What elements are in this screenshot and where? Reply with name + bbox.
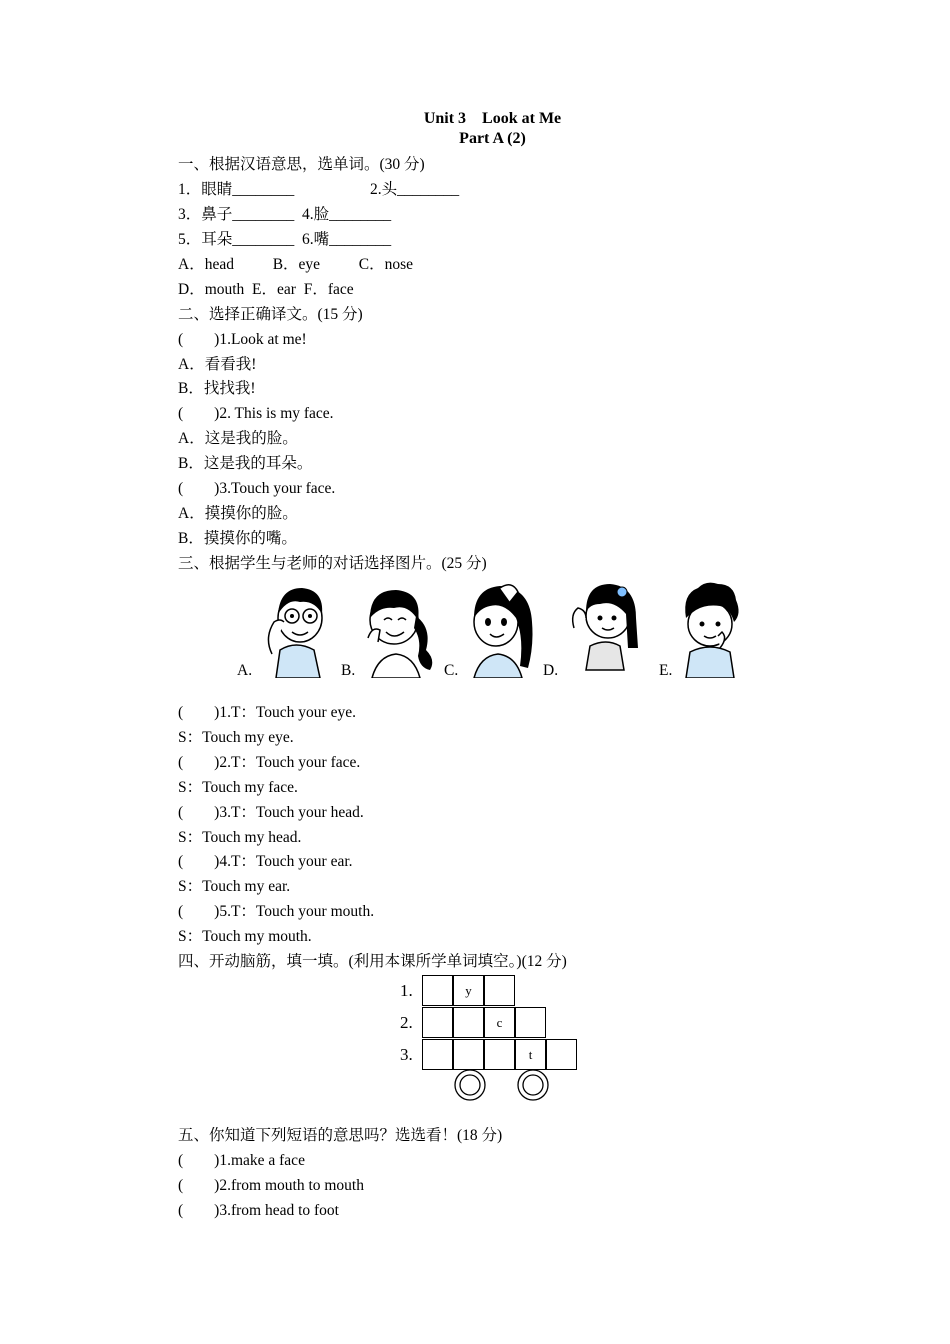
s2-line: A．这是我的脸。	[178, 430, 298, 447]
s2-line: ( )1.Look at me!	[178, 331, 307, 348]
s3-line: S：Touch my face.	[178, 779, 298, 796]
picture-label: E.	[659, 662, 673, 679]
s2-line: B．这是我的耳朵。	[178, 455, 313, 472]
s3-line: ( )2.T：Touch your face.	[178, 754, 361, 771]
s2-line: A．摸摸你的脸。	[178, 505, 298, 522]
s3-line: S：Touch my ear.	[178, 878, 291, 895]
picture-label: A.	[237, 662, 253, 679]
s1-row-3: 5．耳朵________ 6.嘴________	[178, 231, 392, 248]
s3-line: S：Touch my mouth.	[178, 928, 312, 945]
s3-line: ( )5.T：Touch your mouth.	[178, 903, 375, 920]
puzzle-cell[interactable]: t	[515, 1039, 546, 1070]
picture-d-girl-touching-ear	[564, 578, 646, 678]
unit-title: Unit 3 Look at Me	[423, 110, 562, 127]
puzzle-cell[interactable]	[484, 975, 515, 1006]
picture-b-girl-touching-face	[356, 578, 440, 678]
s1-options-1: A．head B．eye C．nose	[178, 256, 414, 273]
puzzle-cell[interactable]	[422, 975, 453, 1006]
s2-line: B．摸摸你的嘴。	[178, 530, 297, 547]
s3-line: S：Touch my head.	[178, 829, 302, 846]
picture-c-girl-touching-head	[460, 578, 538, 678]
puzzle-cell[interactable]	[546, 1039, 577, 1070]
picture-a-boy-touching-eye	[258, 578, 336, 678]
puzzle-cell[interactable]	[484, 1039, 515, 1070]
puzzle-cell[interactable]	[515, 1007, 546, 1038]
row-number: 1.	[400, 981, 413, 1000]
s1-row-2: 3．鼻子________ 4.脸________	[178, 206, 392, 223]
s2-line: B．找找我!	[178, 380, 256, 397]
puzzle-cell[interactable]	[453, 1007, 484, 1038]
picture-e-boy-touching-mouth	[676, 578, 748, 678]
s1-options-2: D．mouth E．ear F．face	[178, 281, 354, 298]
section-3-heading: 三、根据学生与老师的对话选择图片。(25 分)	[178, 555, 487, 572]
s3-line: ( )3.T：Touch your head.	[178, 804, 364, 821]
section-4-heading: 四、开动脑筋，填一填。(利用本课所学单词填空。)(12 分)	[178, 953, 567, 970]
word-train-puzzle	[390, 975, 590, 1105]
s3-line: ( )1.T：Touch your eye.	[178, 704, 356, 721]
s5-line: ( )3.from head to foot	[178, 1202, 339, 1219]
s5-line: ( )2.from mouth to mouth	[178, 1177, 364, 1194]
section-1-heading: 一、根据汉语意思，选单词。(30 分)	[178, 156, 425, 173]
puzzle-cell[interactable]	[422, 1007, 453, 1038]
s2-line: A．看看我!	[178, 356, 257, 373]
part-title: Part A (2)	[459, 130, 526, 147]
train-wheel-icon	[450, 1068, 490, 1102]
puzzle-cell[interactable]: c	[484, 1007, 515, 1038]
puzzle-cell[interactable]	[422, 1039, 453, 1070]
row-number: 2.	[400, 1013, 413, 1032]
section-2-heading: 二、选择正确译文。(15 分)	[178, 306, 363, 323]
s1-item-1: 1．眼睛________	[178, 181, 295, 198]
s2-line: ( )3.Touch your face.	[178, 480, 336, 497]
train-wheel-icon	[513, 1068, 553, 1102]
s1-item-2: 2.头________	[370, 181, 460, 198]
puzzle-cell[interactable]	[453, 1039, 484, 1070]
section-5-heading: 五、你知道下列短语的意思吗？选选看！(18 分)	[178, 1127, 503, 1144]
picture-label: D.	[543, 662, 559, 679]
s3-line: S：Touch my eye.	[178, 729, 294, 746]
puzzle-cell[interactable]: y	[453, 975, 484, 1006]
picture-label: B.	[341, 662, 356, 679]
picture-label: C.	[444, 662, 459, 679]
s5-line: ( )1.make a face	[178, 1152, 305, 1169]
s3-line: ( )4.T：Touch your ear.	[178, 853, 353, 870]
row-number: 3.	[400, 1045, 413, 1064]
s2-line: ( )2. This is my face.	[178, 405, 334, 422]
